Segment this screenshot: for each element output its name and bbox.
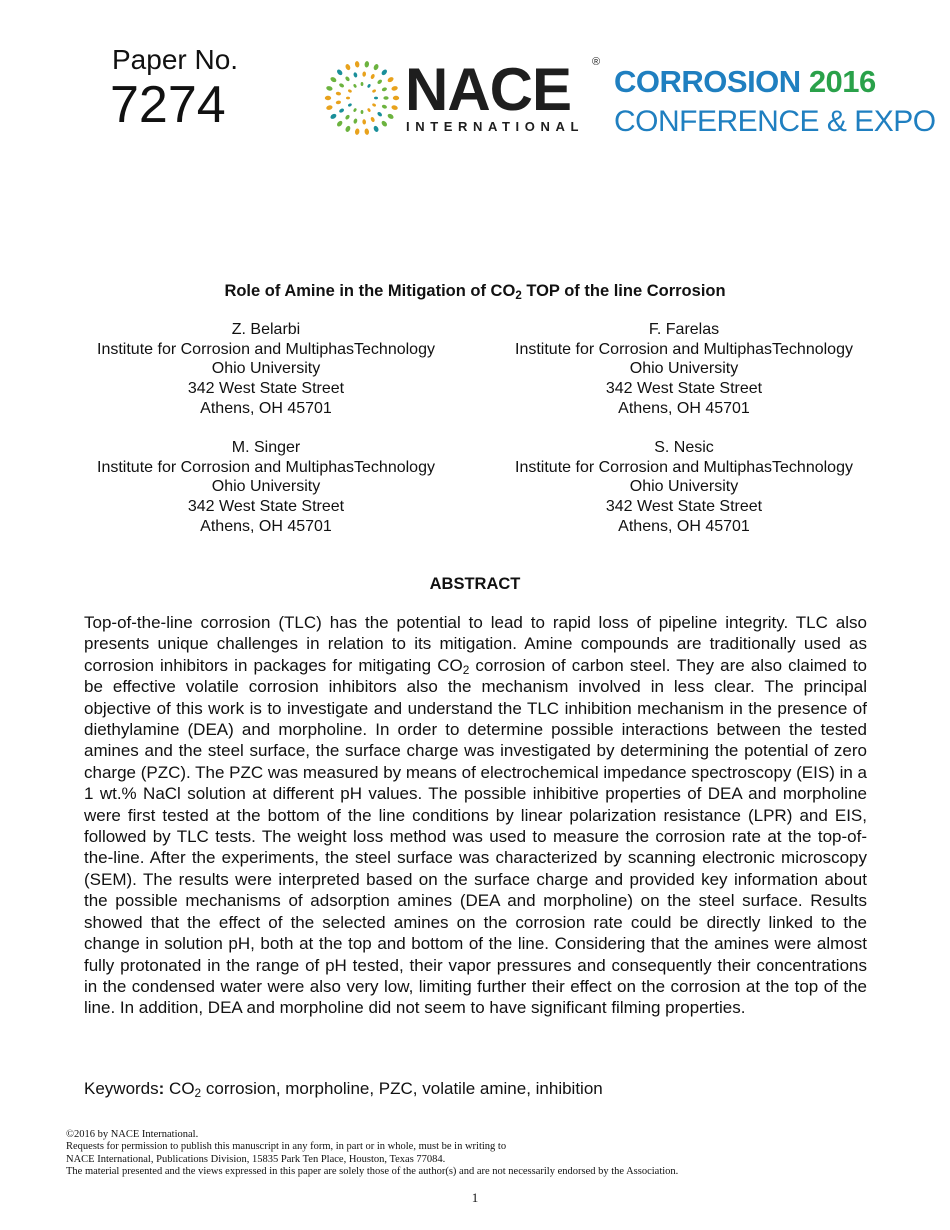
paper-number-label: Paper No. xyxy=(112,44,239,75)
keywords-text: CO xyxy=(164,1079,195,1098)
copyright-line: ©2016 by NACE International. xyxy=(66,1129,199,1140)
author-institute: Institute for Corrosion and MultiphasTechnology xyxy=(97,340,435,358)
copyright-footer xyxy=(66,1129,886,1179)
author-university: Ohio University xyxy=(629,360,739,378)
permission-line: Requests for permission to publish this manuscript in any form, in part or in whole, must be in writing to xyxy=(66,1141,507,1153)
conference-year: 2016 xyxy=(808,64,876,99)
author-block xyxy=(484,320,884,419)
logo-dot xyxy=(387,76,395,83)
nace-wordmark: NACE xyxy=(405,56,572,123)
author-university: Ohio University xyxy=(211,478,321,496)
logo-dot xyxy=(353,83,357,88)
logo-dot xyxy=(374,97,378,100)
registered-mark: ® xyxy=(592,56,601,68)
logo-dot xyxy=(377,111,383,117)
logo-dot xyxy=(370,116,376,122)
logo-dot xyxy=(383,96,388,100)
logo-dot xyxy=(387,113,395,120)
logo-dot xyxy=(362,119,366,125)
nace-international-label: INTERNATIONAL xyxy=(406,119,584,134)
logo-dot xyxy=(393,96,399,100)
logo-dot xyxy=(367,83,371,88)
logo-dot xyxy=(353,118,358,124)
author-street: 342 West State Street xyxy=(605,498,763,516)
title-text-end: TOP of the line Corrosion xyxy=(521,282,726,300)
logo-dot xyxy=(370,73,376,79)
paper-title xyxy=(0,281,950,301)
conference-subtitle: CONFERENCE & EXPO xyxy=(614,105,936,138)
conference-title xyxy=(614,64,876,100)
abstract-text-continued: corrosion of carbon steel. They are also claimed to be effective volatile corrosion inhibitors also the mechanism involved in less clear. The principal objective of this work is to investigate and understand the TLC inhibition mechanism in the presence of diethylamine (DEA) and morpholine. In order to determine possible interactions between the tested amines and the steel surface, the surface charge was investigated by determining the potential of zero charge (PZC). The PZC was measured by means of electrochemical impedance spectroscopy (EIS) in a 1 wt.% NaCl solution at different pH values. The possible inhibitive properties of DEA and morpholine were first tested at the bottom of the line conditions by linear polarization resistance (LPR) and EIS, followed by TLC tests. The weight loss method was used to measure the corrosion rate at the top-of-the-line. After the experiments, the steel surface was characterized by scanning electronic microscopy (SEM). The results were interpreted based on the surface charge and provided key information about the possible mechanisms of adsorption amines (DEA and morpholine) on the steel surface. Results showed that the effect of the selected amines on the corrosion rate could be directly linked to the change in solution pH, both at the top and bottom of the line. Considering that the amines were almost fully protonated in the range of pH tested, their vapor pressures and consequently their concentrations in the condensed water were also very low, limiting further their effect on the corrosion at the top of the line. In addition, DEA and morpholine did not seem to have significant filming properties. xyxy=(84,655,868,1018)
author-city: Athens, OH 45701 xyxy=(618,399,750,417)
author-block xyxy=(66,320,466,419)
logo-dot xyxy=(330,113,338,120)
logo-dot xyxy=(364,128,369,135)
logo-dot xyxy=(344,76,350,82)
logo-dot xyxy=(391,105,398,111)
logo-dot xyxy=(336,100,342,104)
logo-dot xyxy=(330,76,338,83)
logo-dot xyxy=(381,87,387,92)
author-city: Athens, OH 45701 xyxy=(618,517,750,535)
logo-dot xyxy=(361,110,364,114)
author-street: 342 West State Street xyxy=(187,380,345,398)
logo-dot xyxy=(381,104,387,109)
logo-dot xyxy=(391,85,398,91)
logo-dot xyxy=(344,114,350,120)
page-number: 1 xyxy=(471,1190,479,1205)
logo-dot xyxy=(326,105,333,111)
logo-dot xyxy=(362,71,366,77)
logo-dot xyxy=(377,79,383,85)
disclaimer-line: The material presented and the views expressed in this paper are solely those of the author(s) and are not necessarily endorsed by the Association. xyxy=(66,1166,679,1178)
logo-dot xyxy=(372,89,377,93)
logo-dot xyxy=(338,108,344,114)
keywords-text-end: corrosion, morpholine, PZC, volatile amine, inhibition xyxy=(201,1079,603,1098)
abstract-body xyxy=(84,612,867,1019)
logo-dot xyxy=(325,96,331,100)
author-name: F. Farelas xyxy=(648,321,720,338)
logo-dot xyxy=(347,89,352,93)
author-university: Ohio University xyxy=(211,360,321,378)
logo-dot xyxy=(361,82,364,86)
logo-dot xyxy=(338,83,344,89)
logo-dot xyxy=(355,128,360,135)
logo-dot xyxy=(367,108,371,113)
author-institute: Institute for Corrosion and MultiphasTechnology xyxy=(515,340,853,358)
conference-name: CORROSION xyxy=(614,64,801,99)
logo-dot xyxy=(345,125,352,133)
author-street: 342 West State Street xyxy=(605,380,763,398)
abstract-subscript: 2 xyxy=(462,662,470,677)
keywords-subscript: 2 xyxy=(194,1086,202,1100)
author-block xyxy=(66,438,466,537)
keywords xyxy=(84,1078,867,1099)
keywords-colon: : xyxy=(158,1079,165,1098)
address-line: NACE International, Publications Division, 15835 Park Ten Place, Houston, Texas 77084. xyxy=(66,1153,446,1165)
logo-dot xyxy=(353,72,358,78)
author-name: Z. Belarbi xyxy=(231,321,301,338)
logo-dot xyxy=(355,61,360,68)
title-text: Role of Amine in the Mitigation of CO xyxy=(224,282,516,300)
logo-dot xyxy=(364,61,369,68)
author-street: 342 West State Street xyxy=(187,498,345,516)
abstract-heading: ABSTRACT xyxy=(429,575,521,593)
logo-dot xyxy=(381,120,389,128)
author-university: Ohio University xyxy=(629,478,739,496)
abstract-text: Top-of-the-line corrosion (TLC) has the potential to lead to rapid loss of pipeline integrity. TLC also presents unique challenges in relation to its mitigation. Amine compounds are traditionally used as corrosion inhibitors in packages for mitigating CO xyxy=(84,613,867,675)
logo-dot-ring xyxy=(325,61,399,135)
logo-dot xyxy=(345,63,352,71)
author-name: M. Singer xyxy=(231,439,301,456)
author-city: Athens, OH 45701 xyxy=(200,399,332,417)
logo-dot xyxy=(336,120,344,128)
author-institute: Institute for Corrosion and MultiphasTechnology xyxy=(515,458,853,476)
author-name: S. Nesic xyxy=(654,439,714,456)
logo-dot xyxy=(373,125,380,133)
author-city: Athens, OH 45701 xyxy=(200,517,332,535)
logo-dot xyxy=(336,91,342,95)
logo-dot xyxy=(381,68,389,76)
author-block xyxy=(484,438,884,537)
title-subscript: 2 xyxy=(515,290,522,302)
paper-number: 7274 xyxy=(110,76,226,134)
logo-dot xyxy=(353,108,357,113)
logo-dot xyxy=(326,85,333,91)
logo-dot xyxy=(373,63,380,71)
logo-dot xyxy=(336,68,344,76)
author-institute: Institute for Corrosion and MultiphasTechnology xyxy=(97,458,435,476)
logo-dot xyxy=(372,103,377,107)
logo-dot xyxy=(346,97,350,100)
keywords-label: Keywords xyxy=(84,1079,159,1098)
logo-dot xyxy=(347,103,352,107)
